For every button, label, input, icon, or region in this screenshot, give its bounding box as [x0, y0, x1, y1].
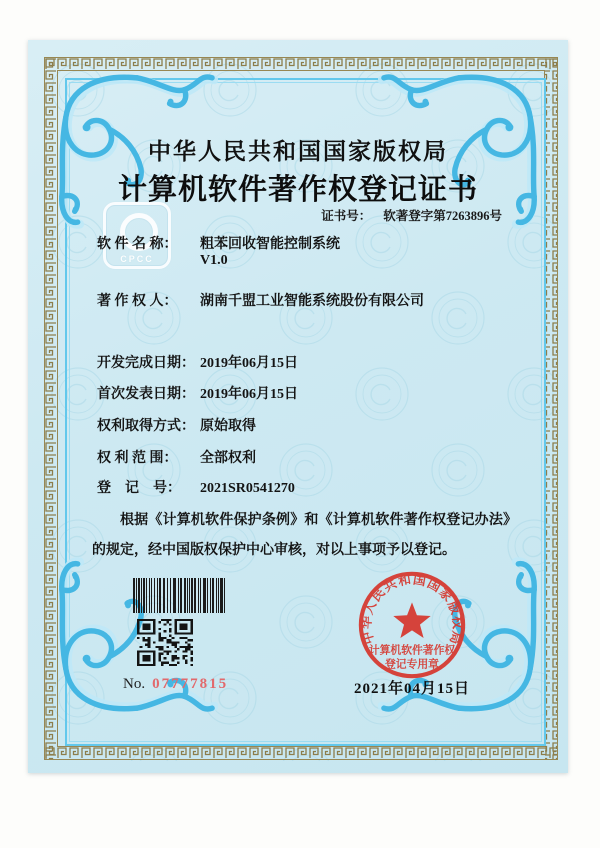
registration-number-label: 登 记 号：	[97, 481, 181, 496]
dev-complete-date-label: 开发完成日期：	[97, 356, 195, 371]
seal-line1: 计算机软件著作权	[368, 644, 456, 657]
certificate-number	[321, 206, 502, 224]
field-row-software-name	[97, 233, 340, 253]
seal-star-icon	[393, 602, 430, 638]
official-seal-stamp	[353, 566, 471, 684]
certificate-page	[28, 40, 568, 773]
certificate-number-label: 证书号：	[321, 209, 372, 223]
copyright-owner-value: 湖南千盟工业智能系统股份有限公司	[200, 294, 424, 309]
copyright-owner-label: 著 作 权 人：	[97, 294, 178, 309]
seal-line2: 登记专用章	[385, 658, 439, 671]
serial-prefix: No.	[123, 676, 146, 692]
rights-acquisition-value: 原始取得	[200, 419, 256, 434]
issuer-title: 中华人民共和国国家版权局	[148, 139, 448, 164]
dev-complete-date-value: 2019年06月15日	[200, 356, 298, 371]
serial-number	[123, 676, 228, 693]
qr-code	[137, 619, 193, 666]
field-row-first-publish-date	[97, 383, 298, 403]
field-row-rights-scope	[97, 447, 256, 467]
issue-date: 2021年04月15日	[354, 681, 471, 697]
field-row-copyright-owner	[97, 290, 424, 310]
rights-acquisition-label: 权利取得方式：	[97, 419, 195, 434]
software-name-label: 软 件 名 称：	[97, 237, 178, 252]
cpcc-seal-label: CPCC	[120, 254, 154, 264]
serial-digits: 07777815	[152, 676, 229, 692]
first-publish-date-label: 首次发表日期：	[97, 387, 195, 402]
barcode	[133, 578, 226, 613]
seal-arc-text: 中华人民共和国国家版权局	[359, 572, 465, 646]
certificate-number-value: 软著登字第7263896号	[383, 209, 502, 223]
field-row-registration-number	[97, 477, 295, 497]
certificate-title: 计算机软件著作权登记证书	[117, 174, 478, 206]
field-row-rights-acquisition	[97, 415, 256, 435]
rights-scope-label: 权 利 范 围：	[97, 451, 178, 466]
rights-scope-value: 全部权利	[200, 451, 256, 466]
field-row-dev-complete-date	[97, 352, 298, 372]
software-version-value: V1.0	[200, 253, 228, 268]
software-name-value: 粗苯回收智能控制系统	[200, 237, 340, 252]
registration-number-value: 2021SR0541270	[200, 481, 295, 496]
first-publish-date-value: 2019年06月15日	[200, 387, 298, 402]
statement-text: 根据《计算机软件保护条例》和《计算机软件著作权登记办法》的规定，经中国版权保护中心审核，对以上事项予以登记。	[92, 513, 510, 558]
